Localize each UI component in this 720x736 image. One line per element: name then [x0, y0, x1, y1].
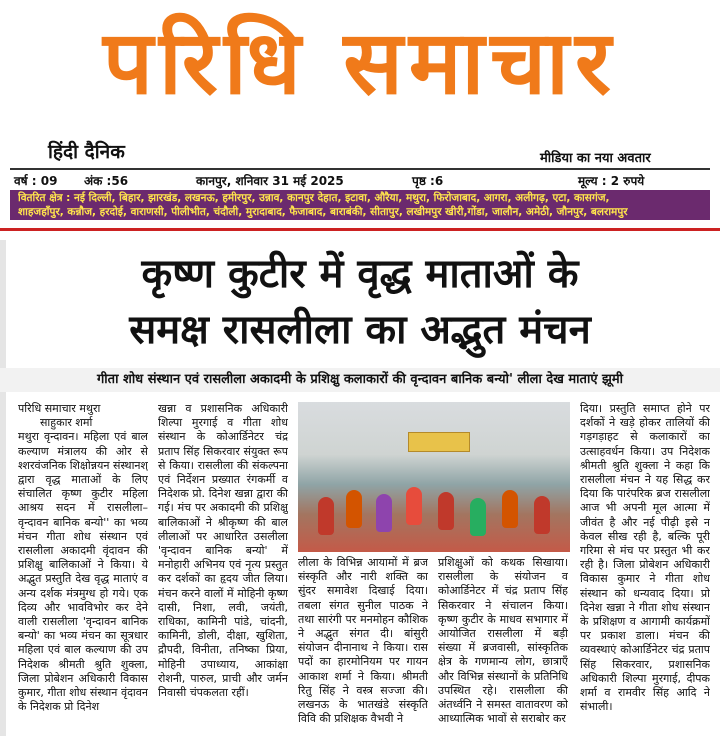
performance-photo	[298, 402, 570, 552]
article-column-4	[438, 556, 568, 736]
newspaper-title: परिधि समाचार	[103, 11, 617, 114]
section-separator	[0, 228, 720, 231]
headline-line-2: समक्ष रासलीला का अद्भुत मंचन	[129, 307, 591, 353]
headline-line-1: कृष्ण कुटीर में वृद्ध माताओं के	[141, 251, 579, 297]
performer-figure	[438, 492, 454, 530]
price-label: मूल्य : 2 रुपये	[578, 174, 645, 188]
performer-figure	[346, 490, 362, 528]
issue-label: अंक :56	[84, 174, 129, 188]
distribution-line-2: शाहजहाँपुर, कन्नौज, हरदोई, वाराणसी, पीलीभीत, चंदौली, मुरादाबाद, फैजाबाद, बाराबंकी, सीतापुर, लखीमपुर खीरी,गोंडा, जालौन, अमेठी, जौनपुर, बलरामपुर	[18, 206, 628, 218]
performer-figure	[376, 494, 392, 532]
performer-figure	[534, 496, 550, 534]
byline-source: परिधि समाचार मथुरा	[18, 402, 101, 415]
place-date: कानपुर, शनिवार 31 मई 2025	[196, 174, 344, 188]
stage-banner	[408, 432, 470, 452]
distribution-bar	[10, 190, 710, 220]
performer-figure	[318, 497, 334, 535]
distribution-line-1: वितरित क्षेत्र : नई दिल्ली, बिहार, झारखंड, लखनऊ, हमीरपुर, उन्नाव, कानपुर देहात, इटावा, औरैया, मथुरा, फिरोजाबाद, आगरा, अलीगढ़, एटा, कासगंज,	[18, 192, 610, 204]
article-column-5	[580, 402, 710, 736]
article-column-2	[158, 402, 288, 736]
article-headline	[0, 246, 720, 358]
column-1-text: मथुरा वृन्दावन। महिला एवं बाल कल्याण मंत्रालय की ओर से श्शरवंजनिक शिक्षोन्नयन संस्थानश् द्वारा वृद्ध माताओं के लिए संचालित कृष्ण कुटीर महिला आश्रय सदन में रासलीला– वृन्दावन बानिक बन्यो'' का भव्य मंचन गीता शोध संस्थान एवं रासलीला अकादमी वृंदावन की प्रशिक्षु बालिकाओं ने किया। ये अद्भुत प्रस्तुति देख वृद्ध माताएं व अन्य दर्शक मंत्रमुग्ध हो गये। एक दिव्य और भावविभोर कर देने वाली रासलीला 'वृन्दावन बानिक बन्यो' का भव्य मंचन का सूत्रधार महिला एवं बाल कल्याण की उप निदेशक श्रीमती श्रुति शुक्ला, जिला प्रोबेशन अधिकारी विकास कुमार, गीता शोध संस्थान वृंदावन के निदेशक प्रो दिनेश	[18, 430, 148, 714]
column-3-text: लीला के विभिन्न आयामों में ब्रज संस्कृति और नारी शक्ति का सुंदर समावेश दिखाई दिया। तबला संगत सुनील पाठक ने तथा सारंगी पर मनमोहन कौशिक ने अद्भुत संगत दी। बांसुरी संयोजन दीनानाथ ने किया। रास पदों का हारमोनियम पर गायन आकाश शर्मा ने किया। श्रीमती रितु सिंह ने वस्त्र सज्जा की। लखनऊ के भातखंडे संस्कृति विवि की प्रशिक्षक वैभवी ने	[298, 556, 428, 726]
masthead	[10, 10, 710, 115]
article-subheadline: गीता शोध संस्थान एवं रासलीला अकादमी के प्रशिक्षु कलाकारों की वृन्दावन बानिक बन्यो' लीला देख माताएं झूमी	[0, 368, 720, 392]
article-column-3	[298, 556, 428, 736]
issue-info-bar	[10, 168, 710, 191]
byline-author: साहुकार शर्मा	[40, 416, 93, 430]
year-label: वर्ष : 09	[14, 174, 58, 188]
article-column-1	[18, 402, 148, 736]
performer-figure	[406, 487, 422, 525]
column-5-text: दिया। प्रस्तुति समाप्त होने पर दर्शकों ने खड़े होकर तालियों की गड़गड़ाहट से कलाकारों का उत्साहवर्धन किया। उप निदेशक श्रीमती श्रुति शुक्ला ने कहा कि रासलीला मंचन ने यह सिद्ध कर दिया कि पारंपरिक ब्रज रासलीला आज भी अपनी मूल आत्मा में जीवंत है और नई पीढ़ी इसे न केवल सीख रही है, बल्कि पूरी गरिमा से मंच पर प्रस्तुत भी कर रही है। जिला प्रोबेशन अधिकारी विकास कुमार ने गीता शोध संस्थान को धन्यवाद दिया। प्रो दिनेश खन्ना ने गीता शोध संस्थान के प्रशिक्षण व आगामी कार्यक्रमों पर प्रकाश डाला। मंचन की व्यवस्थाएं कोआर्डिनेटर चंद्र प्रताप सिंह सिकरवार, प्रशासनिक अधिकारी शिल्पा मुरगाई, दीपक शर्मा व रामवीर सिंह आदि ने संभाली।	[580, 402, 710, 714]
newspaper-tagline: मीडिया का नया अवतार	[540, 151, 651, 166]
newspaper-subtitle: हिंदी दैनिक	[48, 141, 125, 163]
column-4-text: प्रशिक्षुओं को कथक सिखाया। रासलीला के संयोजन व कोआर्डिनेटर में चंद्र प्रताप सिंह सिकरवार ने संचालन किया। कृष्ण कुटीर के माधव सभागार में आयोजित रासलीला में बड़ी संख्या में ब्रजवासी, सांस्कृतिक क्षेत्र के गणमान्य लोग, छात्राएँ और विभिन्न संस्थानों के प्रतिनिधि उपस्थित रहे। रासलीला की अंतर्ध्वनि ने समस्त वातावरण को आध्यात्मिक भावों से सराबोर कर	[438, 556, 568, 726]
performer-figure	[502, 490, 518, 528]
column-2-text: खन्ना व प्रशासनिक अधिकारी शिल्पा मुरगाई व गीता शोध संस्थान के कोआर्डिनेटर चंद्र प्रताप सिंह सिकरवार संयुक्त रूप से किया। रासलीला की संकल्पना एवं निर्देशन प्रख्यात रंगकर्मी व निदेशक प्रो. दिनेश खन्ना द्वारा की गई। मंच पर अकादमी की प्रशिक्षु बालिकाओं ने श्रीकृष्ण की बाल लीलाओं पर आधारित उसलीला 'वृन्दावन बानिक बन्यो' में मनोहारी अभिनय एवं नृत्य प्रस्तुत कर दर्शकों का हृदय जीत लिया। मंचन करने वालों में मोहिनी कृष्ण दासी, निशा, लवी, जयंती, राधिका, कामिनी पांडे, चांदनी, कामिनी, डोली, दीक्षा, खुशिता, द्रौपदी, विनीता, तनिष्का प्रिया, मोहिनी उपाध्याय, आकांक्षा रोशनी, पारुल, प्राची और जर्मन निवासी चंपकलता रहीं।	[158, 402, 288, 700]
performer-figure	[470, 498, 486, 536]
pages-label: पृष्ठ :6	[412, 174, 444, 188]
